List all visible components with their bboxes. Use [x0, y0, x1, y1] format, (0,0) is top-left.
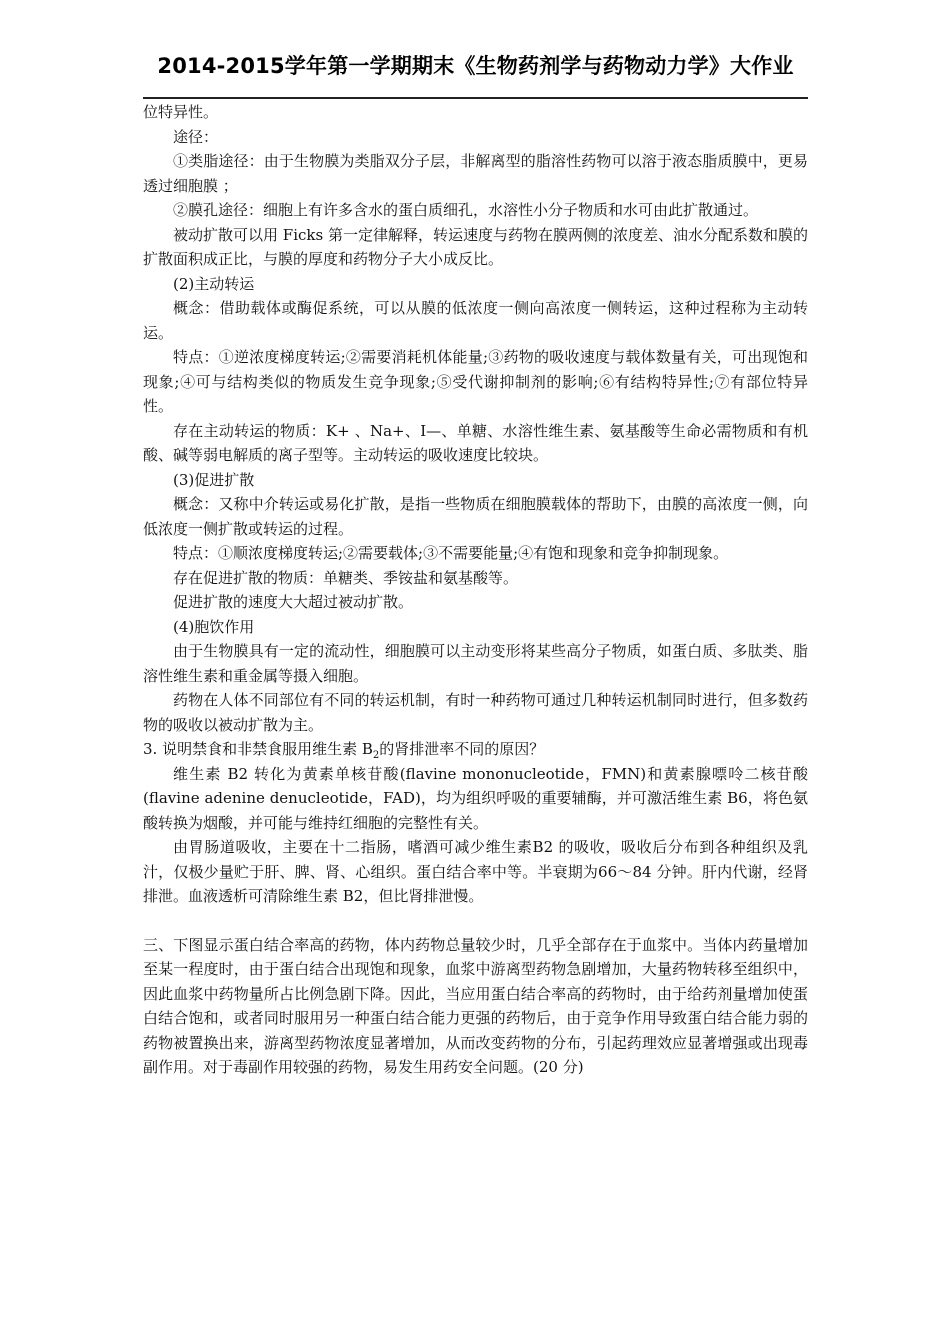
paragraph-active-concept: 概念：借助载体或酶促系统，可以从膜的低浓度一侧向高浓度一侧转运，这种过程称为主动转运。 [143, 299, 808, 342]
heading-active-transport: (2)主动转运 [173, 274, 255, 293]
question-3 [143, 737, 808, 762]
section-3-question: 三、下图显示蛋白结合率高的药物，体内药物总量较少时，几乎全部存在于血浆中。当体内药量增加至某一程度时，由于蛋白结合出现饱和现象，血浆中游离型药物急剧增加，大量药物转移至组织中，因此血浆中药物量所占比例急剧下降。因此，当应用蛋白结合率高的药物时，由于给药剂量增加使蛋白结合饱和，或者同时服用另一种蛋白结合能力更强的药物后，由于竞争作用导致蛋白结合能力弱的药物被置换出来，游离型药物浓度显著增加，从而改变药物的分布，引起药理效应显著增强或出现毒副作用。对于毒副作用较强的药物，易发生用药安全问题。(20 分) [143, 935, 808, 1076]
question-3-text: 3. 说明禁食和非禁食服用维生素 B [143, 740, 373, 758]
section-spacer [143, 909, 808, 933]
paragraph-multiple-mechanisms: 药物在人体不同部位有不同的转运机制，有时一种药物可通过几种转运机制同时进行，但多数药物的吸收以被动扩散为主。 [143, 691, 808, 734]
paragraph-vitamin-b2-conversion: 维生素 B2 转化为黄素单核苷酸(flavine mononucleotide，FMN)和黄素腺嘌呤二核苷酸(flavine adenine denucleotide，FAD)，均为组织呼吸的重要辅酶，并可激活维生素 B6，将色氨酸转换为烟酸，并可能与维持红细胞的完整性有关。 [143, 764, 808, 832]
heading-facilitated-diffusion: (3)促进扩散 [173, 470, 255, 489]
page-header-title: 2014-2015学年第一学期期末《生物药剂学与药物动力学》大作业 [157, 54, 794, 78]
paragraph-lipid-route: ①类脂途径：由于生物膜为类脂双分子层，非解离型的脂溶性药物可以溶于液态脂质膜中，更易透过细胞膜 ； [143, 152, 808, 195]
paragraph-ficks-law: 被动扩散可以用 Ficks 第一定律解释，转运速度与药物在膜两侧的浓度差、油水分配系数和膜的扩散面积成正比，与膜的厚度和药物分子大小成反比。 [143, 225, 808, 268]
paragraph-pore-route: ②膜孔途径：细胞上有许多含水的蛋白质细孔，水溶性小分子物质和水可由此扩散通过。 [173, 201, 759, 219]
paragraph-active-substances: 存在主动转运的物质：K+ 、Na+、I—、单糖、水溶性维生素、氨基酸等生命必需物质和有机酸、碱等弱电解质的离子型等。主动转运的吸收速度比较块。 [143, 421, 808, 464]
route-heading: 途径： [173, 127, 219, 146]
paragraph-continuation: 位特异性。 [143, 103, 219, 121]
paragraph-facilitated-speed: 促进扩散的速度大大超过被动扩散。 [173, 593, 414, 611]
paragraph-vitamin-b2-absorption: 由胃肠道吸收，主要在十二指肠，嗜酒可减少维生素B2 的吸收，吸收后分布到各种组织及乳汁，仅极少量贮于肝、脾、肾、心组织。蛋白结合率中等。半衰期为66～84 分钟。肝内代谢，经肾排泄。血液透析可清除维生素 B2，但比肾排泄慢。 [143, 838, 808, 905]
paragraph-active-features: 特点：①逆浓度梯度转运;②需要消耗机体能量;③药物的吸收速度与载体数量有关，可出现饱和现象;④可与结构类似的物质发生竞争现象;⑤受代谢抑制剂的影响;⑥有结构特异性;⑦有部位特异性。 [143, 348, 808, 415]
paragraph-pinocytosis: 由于生物膜具有一定的流动性，细胞膜可以主动变形将某些高分子物质，如蛋白质、多肽类、脂溶性维生素和重金属等摄入细胞。 [143, 642, 808, 685]
paragraph-facilitated-features: 特点：①顺浓度梯度转运;②需要载体;③不需要能量;④有饱和现象和竞争抑制现象。 [173, 544, 729, 562]
paragraph-facilitated-substances: 存在促进扩散的物质：单糖类、季铵盐和氨基酸等。 [173, 568, 519, 587]
question-3-subscript: 2 [372, 750, 380, 761]
paragraph-facilitated-concept: 概念：又称中介转运或易化扩散，是指一些物质在细胞膜载体的帮助下，由膜的高浓度一侧，向低浓度一侧扩散或转运的过程。 [143, 495, 808, 538]
document-body [143, 100, 808, 1080]
heading-pinocytosis: (4)胞饮作用 [173, 617, 255, 636]
question-3-text-end: 的肾排泄率不同的原因？ [379, 740, 545, 758]
header-divider [143, 97, 808, 99]
